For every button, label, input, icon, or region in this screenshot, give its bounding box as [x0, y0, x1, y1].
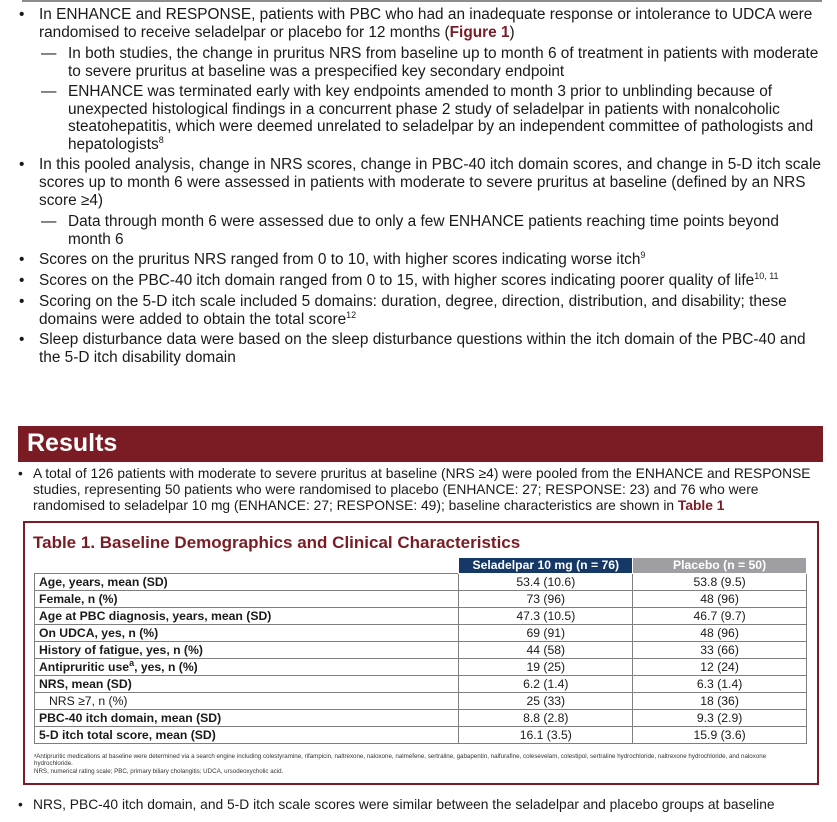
- sub-bullet-enhance-terminated: — ENHANCE was terminated early with key endpoints amended to month 3 prior to unblinding because of unexpected histological findings in a concurrent phase 2 study of seladelpar in patients with nonalcoholic steatohepatitis, which were deemed unrelated to seladelpar by an independent committee of pathologists and hepatologists$^8$: [41, 82, 814, 154]
- row-label: NRS, mean (SD): [35, 676, 459, 693]
- table-1-box: [23, 521, 819, 785]
- row-label: PBC-40 itch domain, mean (SD): [35, 710, 459, 727]
- cell-placebo: 15.9 (3.6): [633, 727, 807, 744]
- cell-seladelpar: 25 (33): [459, 693, 633, 710]
- table-row: [35, 642, 807, 659]
- cell-placebo: 46.7 (9.7): [633, 608, 807, 625]
- table-row: [35, 591, 807, 608]
- cell-seladelpar: 69 (91): [459, 625, 633, 642]
- methods-section: [12, 6, 822, 370]
- table-row: [35, 659, 807, 676]
- table-row: [35, 574, 807, 591]
- header-empty-cell: [35, 558, 459, 574]
- header-seladelpar: Seladelpar 10 mg (n = 76): [459, 558, 633, 574]
- cell-seladelpar: 47.3 (10.5): [459, 608, 633, 625]
- row-label: 5-D itch total score, mean (SD): [35, 727, 459, 744]
- sub-bullet-month-6: — Data through month 6 were assessed due to only a few ENHANCE patients reaching time points beyond month 6: [41, 212, 779, 248]
- sub-bullet-secondary-endpoint: — In both studies, the change in pruritus NRS from baseline up to month 6 of treatment in patients with moderate to severe pruritus at baseline was a prespecified key secondary endpoint: [41, 44, 819, 80]
- cell-seladelpar: 44 (58): [459, 642, 633, 659]
- results-heading: Results: [27, 429, 118, 457]
- table-title: Table 1. Baseline Demographics and Clinical Characteristics: [33, 533, 521, 552]
- cell-placebo: 33 (66): [633, 642, 807, 659]
- table-row: [35, 693, 807, 710]
- table-row: [35, 727, 807, 744]
- cell-seladelpar: 16.1 (3.5): [459, 727, 633, 744]
- table-header-row: [35, 558, 807, 574]
- results-bullet-patients: • A total of 126 patients with moderate to severe pruritus at baseline (NRS ≥4) were pooled from the ENHANCE and RESPONSE studies, representing 50 patients who were randomised to placebo (ENHANCE: 27; RESPONSE: 23) and 76 who were randomised to seladelpar 10 mg (ENHANCE: 27; RESPONSE: 49); baseline characteristics are shown in Table 1: [18, 466, 828, 515]
- results-header-bar: [18, 426, 823, 462]
- footnote-abbreviations: NRS, numerical rating scale; PBC, primary biliary cholangitis; UDCA, ursodeoxycholic acid.: [34, 767, 284, 775]
- row-label: History of fatigue, yes, n (%): [35, 642, 459, 659]
- cell-seladelpar: 53.4 (10.6): [459, 574, 633, 591]
- row-label: Female, n (%): [35, 591, 459, 608]
- table-row: [35, 676, 807, 693]
- cell-seladelpar: 73 (96): [459, 591, 633, 608]
- cell-seladelpar: 8.8 (2.8): [459, 710, 633, 727]
- figure-1-link[interactable]: Figure 1: [449, 23, 510, 41]
- footnote-antipruritic: ᵃAntipruritic medications at baseline were determined via a search engine including colestyramine, rifampicin, naltrexone, naloxone, nalmefene, sertraline, gabapentin, nalfurafine, colesevelam, colestipol, sertraline hydrochloride, naltrexone hydrochloride, and naloxone hydrochloride.: [34, 753, 767, 768]
- cell-placebo: 6.3 (1.4): [633, 676, 807, 693]
- cell-placebo: 48 (96): [633, 625, 807, 642]
- cell-seladelpar: 19 (25): [459, 659, 633, 676]
- cell-placebo: 12 (24): [633, 659, 807, 676]
- bullet-5d-scoring: • Scoring on the 5-D itch scale included 5 domains: duration, degree, direction, distribution, and disability; these domains were added to obtain the total score$^{12}$: [12, 293, 822, 329]
- row-label: Antipruritic use$^a$, yes, n (%): [35, 659, 459, 676]
- bullet-randomisation: • In ENHANCE and RESPONSE, patients with PBC who had an inadequate response or intolerance to UDCA were randomised to receive seladelpar or placebo for 12 months (Figure 1): [12, 6, 822, 42]
- table-row: [35, 608, 807, 625]
- top-divider: [22, 0, 822, 2]
- row-label: NRS ≥7, n (%): [35, 693, 459, 710]
- cell-placebo: 48 (96): [633, 591, 807, 608]
- table-footnote: [34, 753, 804, 775]
- cell-placebo: 53.8 (9.5): [633, 574, 807, 591]
- table-1-link[interactable]: Table 1: [677, 498, 725, 514]
- bullet-nrs-range: • Scores on the pruritus NRS ranged from 0 to 10, with higher scores indicating worse itch$^9$: [12, 251, 822, 269]
- row-label: On UDCA, yes, n (%): [35, 625, 459, 642]
- table-row: [35, 710, 807, 727]
- cell-placebo: 18 (36): [633, 693, 807, 710]
- table-row: [35, 625, 807, 642]
- cell-placebo: 9.3 (2.9): [633, 710, 807, 727]
- cell-seladelpar: 6.2 (1.4): [459, 676, 633, 693]
- header-placebo: Placebo (n = 50): [633, 558, 807, 574]
- bullet-pooled-analysis: • In this pooled analysis, change in NRS scores, change in PBC-40 itch domain scores, and change in 5-D itch scale scores up to month 6 were assessed in patients with moderate to severe pruritus at baseline (defined by an NRS score ≥4): [12, 156, 822, 210]
- row-label: Age, years, mean (SD): [35, 574, 459, 591]
- baseline-table: [34, 557, 807, 744]
- bullet-pbc40-range: • Scores on the PBC-40 itch domain ranged from 0 to 15, with higher scores indicating poorer quality of life$^{10, 11}$: [12, 272, 822, 290]
- row-label: Age at PBC diagnosis, years, mean (SD): [35, 608, 459, 625]
- bullet-sleep-disturbance: • Sleep disturbance data were based on the sleep disturbance questions within the itch domain of the PBC-40 and the 5-D itch disability domain: [12, 331, 822, 367]
- results-bullet-similar-scores: • NRS, PBC-40 itch domain, and 5-D itch scale scores were similar between the seladelpar and placebo groups at baseline: [18, 797, 828, 813]
